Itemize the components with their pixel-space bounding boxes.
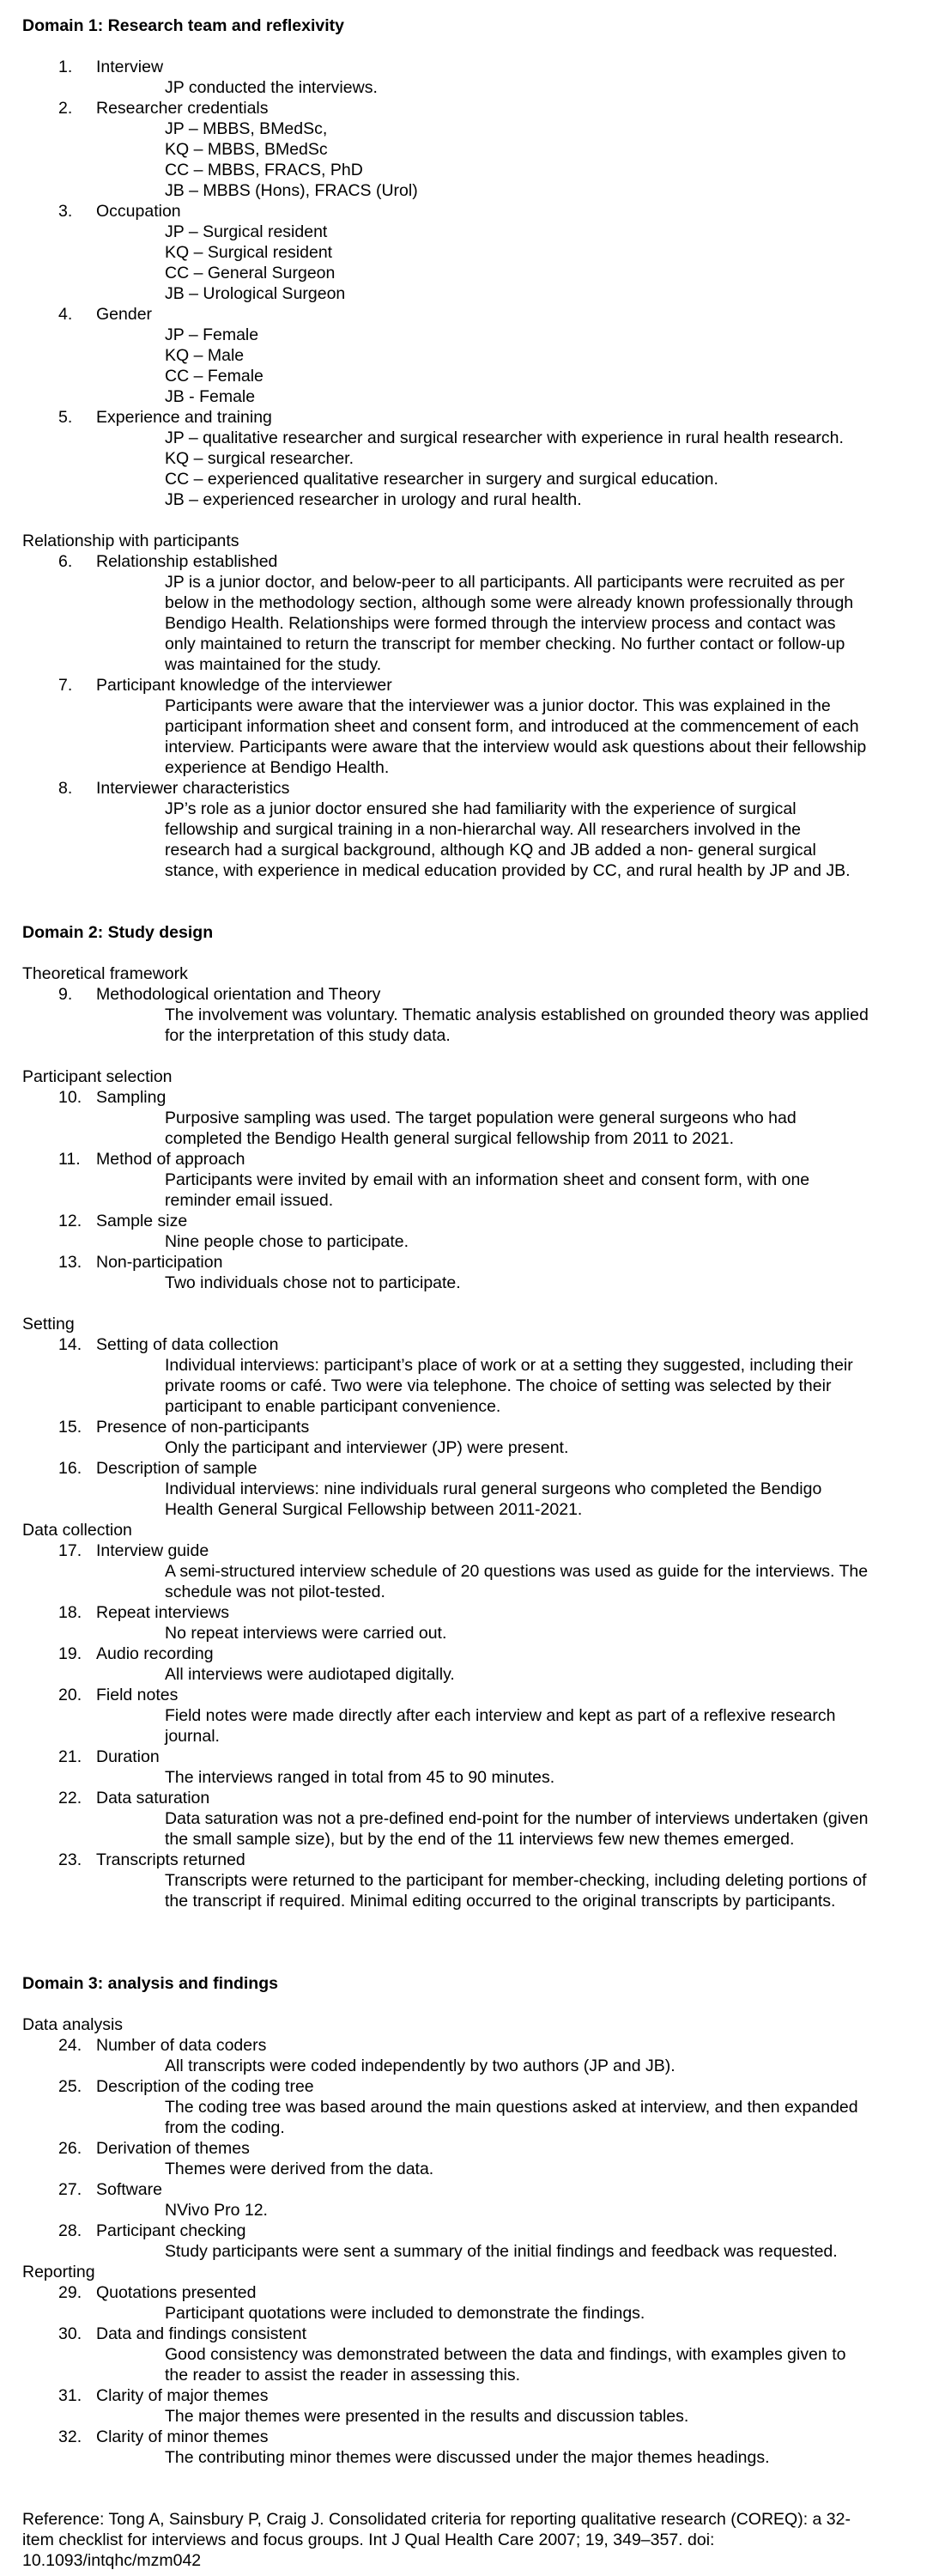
item-content [22,1273,917,1293]
content-line: fellowship and surgical training in a non-hierarchal way. All researchers involved in the [165,820,802,839]
item-content [22,1437,917,1458]
list-item [22,1850,917,1911]
item-label: Occupation [96,202,181,221]
content-line: completed the Bendigo Health general surgical fellowship from 2011 to 2021. [165,1129,735,1148]
relationship-items [22,551,917,881]
list-item [22,778,917,881]
content-line: stance, with experience in medical education provided by CC, and rural health by JP and JB. [165,861,851,880]
content-line: the small sample size), but by the end of the 11 interviews few new themes emerged. [165,1830,795,1849]
item-label: Quotations presented [96,2283,257,2302]
item-number: 11. [58,1150,81,1169]
content-line: Transcripts were returned to the participant for member-checking, including deleting portions of [165,1871,867,1890]
content-line: No repeat interviews were carried out. [165,1624,447,1643]
content-line: KQ – Surgical resident [165,243,333,262]
content-line: KQ – MBBS, BMedSc [165,140,328,159]
content-line: JP – MBBS, BMedSc, [165,119,328,138]
content-line: Bendigo Health. Relationships were formed through the interview process and contact was [165,614,836,633]
content-line: Participants were aware that the interviewer was a junior doctor. This was explained in the [165,696,831,715]
content-line: The major themes were presented in the results and discussion tables. [165,2407,689,2426]
item-content [22,1705,917,1747]
item-number: 19. [58,1644,82,1663]
content-line: Good consistency was demonstrated between the data and findings, with examples given to [165,2345,846,2364]
item-label: Audio recording [96,1644,214,1663]
item-label: Gender [96,305,153,324]
item-content [22,222,917,304]
list-item [22,201,917,304]
item-number: 23. [58,1850,82,1869]
subsection [22,1520,917,1911]
content-line: JP – qualitative researcher and surgical researcher with experience in rural health research. [165,428,844,447]
item-label: Relationship established [96,552,278,571]
item-label: Description of sample [96,1459,257,1478]
content-line: only maintained to return the transcript for member checking. No further contact or follow-up [165,635,845,653]
item-content [22,2097,917,2138]
item-content [22,118,917,201]
domain-3-title: Domain 3: analysis and findings [22,1974,278,1993]
item-number: 14. [58,1335,82,1354]
item-content [22,1479,917,1520]
item-label: Sample size [96,1212,188,1230]
content-line: The contributing minor themes were discussed under the major themes headings. [165,2448,770,2467]
content-line: Participant quotations were included to demonstrate the findings. [165,2304,645,2323]
item-label: Clarity of major themes [96,2386,269,2405]
content-line: JP is a junior doctor, and below-peer to all participants. All participants were recruited as per [165,573,845,592]
list-item [22,304,917,407]
domain-2-title: Domain 2: Study design [22,923,214,942]
item-label: Non-participation [96,1253,223,1272]
item-number: 16. [58,1459,82,1478]
content-line: the transcript if required. Minimal editing occurred to the original transcripts by participants. [165,1892,836,1911]
list-item [22,675,917,778]
domain-2-sections [22,963,917,1911]
item-content [22,1355,917,1417]
list-item [22,2324,917,2385]
reference-line: item checklist for interviews and focus groups. Int J Qual Health Care 2007; 19, 349–357. doi: [22,2530,715,2549]
content-line: below in the methodology section, although some were already known professionally through [165,593,854,612]
item-content [22,77,917,98]
subsection [22,1066,917,1293]
item-number: 5. [58,408,73,427]
content-line: schedule was not pilot-tested. [165,1583,385,1601]
item-label: Experience and training [96,408,272,427]
item-content [22,1231,917,1252]
list-item [22,1149,917,1211]
item-label: Field notes [96,1686,179,1704]
content-line: CC – experienced qualitative researcher in surgery and surgical education. [165,470,718,489]
list-item [22,2282,917,2324]
item-label: Participant knowledge of the interviewer [96,676,392,695]
item-number: 24. [58,2036,82,2055]
list-item [22,551,917,675]
item-content [22,2303,917,2324]
list-item [22,2427,917,2468]
list-item [22,1602,917,1643]
content-line: Data saturation was not a pre-defined end-point for the number of interviews undertaken (given [165,1809,869,1828]
item-label: Interview [96,58,164,76]
subsection-title: Data collection [22,1521,132,1540]
domain-2 [22,922,917,1911]
item-label: Setting of data collection [96,1335,279,1354]
item-content [22,2344,917,2385]
item-number: 18. [58,1603,82,1622]
subsection [22,2014,917,2262]
content-line: CC – General Surgeon [165,264,336,283]
subsection-title: Participant selection [22,1067,173,1086]
item-label: Participant checking [96,2221,246,2240]
subsection [22,1314,917,1520]
content-line: research had a surgical background, although KQ and JB added a non- general surgical [165,841,816,860]
content-line: participant information sheet and consent form, and introduced at the commencement of each [165,717,859,736]
item-content [22,1870,917,1911]
list-item [22,1211,917,1252]
list-item [22,984,917,1046]
item-label: Clarity of minor themes [96,2427,269,2446]
content-line: JB – Urological Surgeon [165,284,346,303]
item-content [22,1623,917,1643]
content-line: JB – experienced researcher in urology and rural health. [165,490,582,509]
content-line: Participants were invited by email with an information sheet and consent form, with one [165,1170,810,1189]
subsection-title: Data analysis [22,2015,124,2034]
reference-line: 10.1093/intqhc/mzm042 [22,2551,202,2570]
item-number: 29. [58,2283,82,2302]
domain-1-title: Domain 1: Research team and reflexivity [22,16,344,35]
list-item [22,2179,917,2221]
item-content [22,428,917,510]
content-line: JP’s role as a junior doctor ensured she had familiarity with the experience of surgical [165,799,797,818]
content-line: Study participants were sent a summary of the initial findings and feedback was requested. [165,2242,838,2261]
item-label: Interview guide [96,1541,209,1560]
item-content [22,2406,917,2427]
item-number: 6. [58,552,73,571]
item-number: 2. [58,99,73,118]
item-label: Methodological orientation and Theory [96,985,381,1004]
list-item [22,2076,917,2138]
domain-3 [22,1973,917,2468]
item-number: 32. [58,2427,82,2446]
content-line: reminder email issued. [165,1191,334,1210]
content-line: was maintained for the study. [165,655,382,674]
content-line: Only the participant and interviewer (JP) were present. [165,1438,569,1457]
item-number: 17. [58,1541,82,1560]
list-item [22,1334,917,1417]
item-number: 28. [58,2221,82,2240]
item-label: Software [96,2180,162,2199]
item-content [22,2159,917,2179]
content-line: Themes were derived from the data. [165,2160,434,2178]
content-line: Individual interviews: nine individuals rural general surgeons who completed the Bendigo [165,1479,822,1498]
item-label: Interviewer characteristics [96,779,290,798]
content-line: JP – Surgical resident [165,222,328,241]
item-number: 9. [58,985,73,1004]
item-label: Method of approach [96,1150,245,1169]
item-number: 31. [58,2386,82,2405]
reference [22,2509,917,2571]
subsection-title: Setting [22,1315,75,1334]
content-line: The coding tree was based around the main questions asked at interview, and then expanded [165,2098,858,2117]
list-item [22,57,917,98]
list-item [22,1685,917,1747]
content-line: JP conducted the interviews. [165,78,378,97]
content-line: the reader to assist the reader in assessing this. [165,2366,521,2385]
item-content [22,1170,917,1211]
content-line: for the interpretation of this study data. [165,1026,451,1045]
item-number: 22. [58,1789,82,1807]
list-item [22,1540,917,1602]
subsection-title: Reporting [22,2263,95,2281]
relationship-section [22,531,917,881]
item-content [22,1561,917,1602]
item-content [22,2241,917,2262]
content-line: NVivo Pro 12. [165,2201,268,2220]
content-line: The interviews ranged in total from 45 to 90 minutes. [165,1768,555,1787]
list-item [22,1252,917,1293]
content-line: Nine people chose to participate. [165,1232,409,1251]
content-line: JB - Female [165,387,256,406]
item-number: 25. [58,2077,82,2096]
subsection-title: Theoretical framework [22,964,188,983]
item-label: Number of data coders [96,2036,267,2055]
list-item [22,2138,917,2179]
content-line: All interviews were audiotaped digitally. [165,1665,455,1684]
item-label: Sampling [96,1088,167,1107]
content-line: A semi-structured interview schedule of 20 questions was used as guide for the interviews. The [165,1562,869,1581]
item-label: Repeat interviews [96,1603,229,1622]
subsection [22,963,917,1046]
item-content [22,2200,917,2221]
domain-3-sections [22,2014,917,2468]
content-line: Two individuals chose not to participate. [165,1273,461,1292]
content-line: JB – MBBS (Hons), FRACS (Urol) [165,181,418,200]
item-content [22,1808,917,1850]
item-number: 12. [58,1212,82,1230]
item-label: Description of the coding tree [96,2077,314,2096]
list-item [22,1417,917,1458]
list-item [22,1643,917,1685]
content-line: KQ – surgical researcher. [165,449,354,468]
relationship-title: Relationship with participants [22,532,239,550]
content-line: CC – MBBS, FRACS, PhD [165,161,363,179]
content-line: from the coding. [165,2118,285,2137]
item-content [22,325,917,407]
item-number: 30. [58,2324,82,2343]
item-label: Data saturation [96,1789,210,1807]
item-label: Duration [96,1747,160,1766]
list-item [22,2385,917,2427]
list-item [22,2035,917,2076]
domain-1-list [22,57,917,510]
item-content [22,2056,917,2076]
content-line: Field notes were made directly after each interview and kept as part of a reflexive research [165,1706,836,1725]
item-content [22,1767,917,1788]
item-number: 8. [58,779,73,798]
subsection [22,2262,917,2468]
item-number: 21. [58,1747,82,1766]
item-label: Researcher credentials [96,99,269,118]
item-label: Derivation of themes [96,2139,250,2158]
item-number: 26. [58,2139,82,2158]
item-number: 27. [58,2180,82,2199]
content-line: Purposive sampling was used. The target population were general surgeons who had [165,1109,797,1127]
list-item [22,1087,917,1149]
item-number: 4. [58,305,73,324]
item-content [22,1005,917,1046]
content-line: journal. [165,1727,220,1746]
item-content [22,1664,917,1685]
list-item [22,2221,917,2262]
list-item [22,407,917,510]
content-line: experience at Bendigo Health. [165,758,390,777]
item-content [22,696,917,778]
item-number: 20. [58,1686,82,1704]
content-line: KQ – Male [165,346,245,365]
domain-1 [22,15,917,881]
item-number: 15. [58,1418,82,1437]
list-item [22,1788,917,1850]
content-line: JP – Female [165,325,259,344]
domain-1-items [22,57,917,510]
content-line: Health General Surgical Fellowship between 2011-2021. [165,1500,583,1519]
reference-line: Reference: Tong A, Sainsbury P, Craig J. Consolidated criteria for reporting qualitative research (COREQ): a 32- [22,2510,851,2529]
item-number: 13. [58,1253,82,1272]
list-item [22,1747,917,1788]
content-line: CC – Female [165,367,264,386]
content-line: All transcripts were coded independently by two authors (JP and JB). [165,2057,675,2075]
item-label: Presence of non-participants [96,1418,310,1437]
item-number: 10. [58,1088,82,1107]
item-content [22,799,917,881]
item-number: 7. [58,676,73,695]
list-item [22,98,917,201]
item-content [22,1108,917,1149]
item-content [22,2447,917,2468]
content-line: Individual interviews: participant’s place of work or at a setting they suggested, including their [165,1356,853,1375]
content-line: interview. Participants were aware that the interview would ask questions about their fellowship [165,738,867,756]
item-number: 3. [58,202,73,221]
item-label: Transcripts returned [96,1850,245,1869]
item-label: Data and findings consistent [96,2324,306,2343]
item-number: 1. [58,58,73,76]
list-item [22,1458,917,1520]
item-content [22,572,917,675]
content-line: private rooms or café. Two were via telephone. The choice of setting was selected by their [165,1376,832,1395]
content-line: The involvement was voluntary. Thematic analysis established on grounded theory was applied [165,1005,869,1024]
content-line: participant to enable participant convenience. [165,1397,501,1416]
